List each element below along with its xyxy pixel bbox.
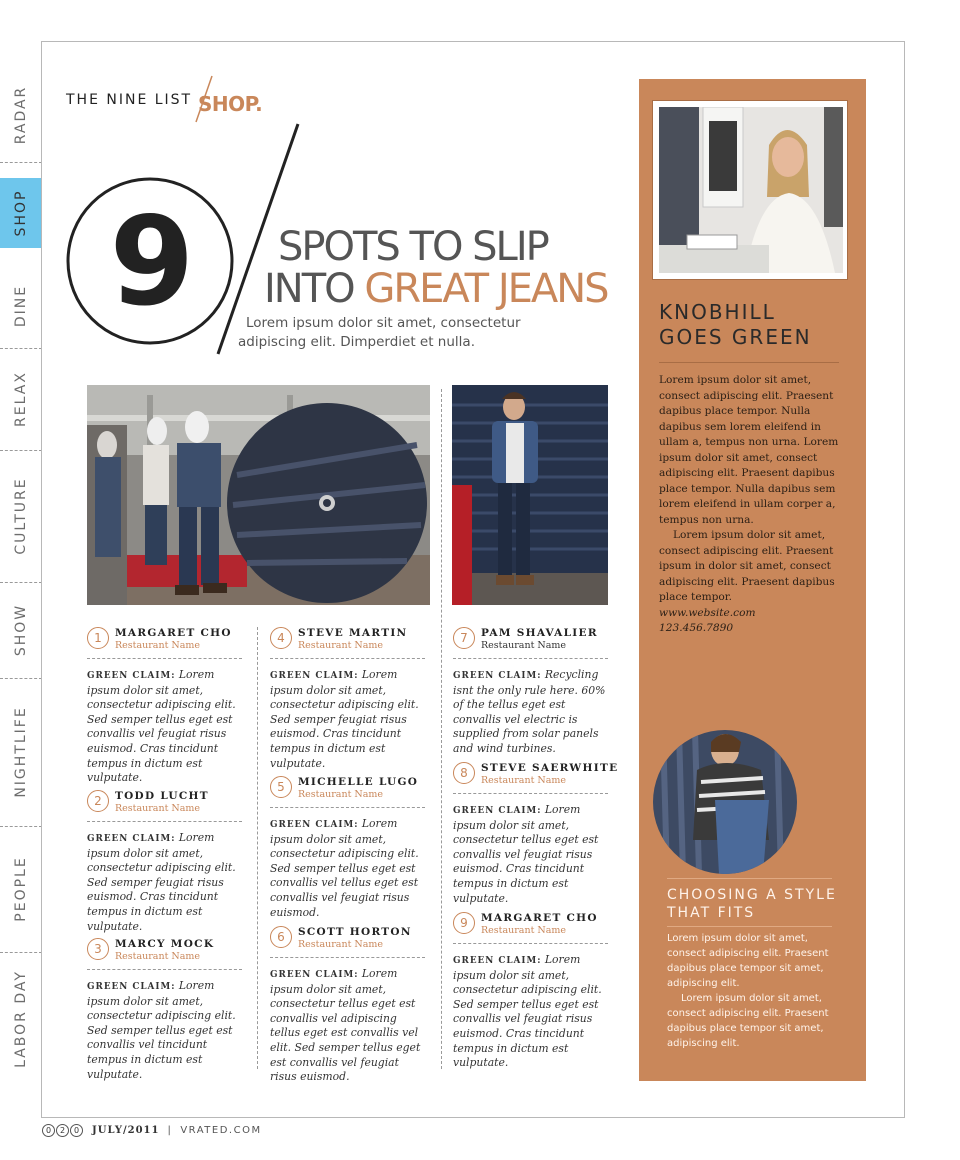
list-item — [270, 926, 425, 1085]
item-subtitle: Restaurant Name — [481, 925, 567, 936]
sidebar-sub-title-line-1: CHOOSING A STYLE — [667, 887, 837, 903]
item-subtitle: Restaurant Name — [298, 789, 384, 800]
claim-label: GREEN CLAIM: — [87, 834, 176, 844]
nav-item-show[interactable] — [0, 582, 42, 679]
item-body — [87, 831, 242, 934]
nav-label: LABOR DAY — [13, 970, 29, 1068]
item-body — [453, 803, 608, 906]
photo-man-denim-wall — [452, 385, 608, 605]
nav-item-nightlife[interactable] — [0, 678, 42, 827]
nav-item-people[interactable] — [0, 826, 42, 953]
list-item-header — [87, 938, 242, 966]
item-name: TODD LUCHT — [115, 790, 209, 802]
item-text: Lorem ipsum dolor sit amet, consectetur adipiscing elit. Sed semper tellus eget est convallis vel feugiat risus euismod. Cras tincidunt tempus in dictum est vulputate. — [87, 668, 236, 785]
item-text: Lorem ipsum dolor sit amet, consectetur adipiscing elit. Sed semper tellus eget est convallis vel feugiat risus euismod. Cras tincidunt tempus in dictum est vulputate. — [453, 953, 602, 1070]
list-item-header — [87, 627, 242, 655]
deck-text — [238, 314, 578, 352]
sidebar-divider — [667, 878, 832, 879]
issue-date: JULY/2011 — [92, 1125, 160, 1136]
item-number: 2 — [87, 790, 109, 812]
list-item-header — [270, 776, 425, 804]
footer-website[interactable]: VRATED.COM — [180, 1125, 262, 1136]
sidebar-divider — [659, 362, 839, 363]
sidebar-title-line-2: GOES GREEN — [659, 325, 812, 349]
deck-line-1: Lorem ipsum dolor sit amet, consectetur — [246, 315, 521, 331]
claim-label: GREEN CLAIM: — [87, 671, 176, 681]
page-footer — [42, 1124, 262, 1137]
sidebar-sub-paragraph: Lorem ipsum dolor sit amet, consect adipiscing elit. Praesent dapibus place tempor sit amet, adipiscing elit. — [667, 933, 829, 989]
page-digit: 0 — [70, 1124, 83, 1137]
sidebar-divider — [667, 926, 832, 927]
claim-label: GREEN CLAIM: — [453, 671, 542, 681]
item-divider — [270, 957, 425, 958]
item-number: 3 — [87, 938, 109, 960]
list-item-header — [270, 926, 425, 954]
item-body — [453, 668, 608, 757]
item-subtitle: Restaurant Name — [481, 775, 567, 786]
sidebar-sub-body — [667, 931, 842, 1051]
list-item-header — [87, 790, 242, 818]
item-text: Lorem ipsum dolor sit amet, consectetur tellus eget est convallis vel feugiat risus euismod. Cras tincidunt tempus in dictum est vulputate. — [453, 803, 599, 905]
item-name: SCOTT HORTON — [298, 926, 412, 938]
item-divider — [87, 821, 242, 822]
page-digit: 0 — [42, 1124, 55, 1137]
item-number: 4 — [270, 627, 292, 649]
item-number: 5 — [270, 776, 292, 798]
headline-line-1: SPOTS TO SLIP — [278, 224, 548, 270]
item-subtitle: Restaurant Name — [115, 640, 201, 651]
list-item-header — [270, 627, 425, 655]
column-divider — [257, 627, 258, 1069]
nav-label: NIGHTLIFE — [13, 706, 29, 798]
item-text: Lorem ipsum dolor sit amet, consectetur adipiscing elit. Sed semper tellus eget est convallis vel tellus eget est convallis vel feugiat risus euismod. — [270, 817, 419, 919]
photo-store-display — [87, 385, 430, 605]
claim-label: GREEN CLAIM: — [270, 671, 359, 681]
list-item — [270, 776, 425, 920]
nav-item-radar[interactable] — [0, 68, 42, 163]
item-number: 1 — [87, 627, 109, 649]
item-number: 9 — [453, 912, 475, 934]
nav-label: RELAX — [13, 371, 29, 427]
list-item-header — [453, 627, 608, 655]
item-number: 7 — [453, 627, 475, 649]
nav-label: CULTURE — [13, 477, 29, 555]
big-number: 9 — [109, 191, 195, 333]
item-divider — [453, 658, 608, 659]
list-item — [87, 938, 242, 1082]
item-text: Lorem ipsum dolor sit amet, consectetur adipiscing elit. Sed semper tellus eget est convallis vel tincidunt tempus in dictum est vulputate. — [87, 979, 236, 1081]
list-item — [453, 627, 608, 757]
list-item — [87, 627, 242, 786]
item-text: Lorem ipsum dolor sit amet, consectetur tellus eget est convallis vel adipiscing tellus eget est convallis vel elit. Sed semper tellus eget est convallis vel feugiat risus euismod. — [270, 967, 421, 1084]
list-item — [453, 762, 619, 906]
item-divider — [87, 658, 242, 659]
sidebar-body — [659, 373, 845, 637]
sidebar-paragraph: Lorem ipsum dolor sit amet, consect adipiscing elit. Praesent ipsum in dolor sit amet, consect adipiscing elit. Praesent dapibus place tempor. — [659, 529, 835, 603]
footer-separator: | — [167, 1125, 173, 1136]
photo-smiling-woman — [652, 100, 848, 280]
nav-item-relax[interactable] — [0, 348, 42, 451]
sidebar-title — [659, 300, 812, 350]
sidebar-sub-paragraph: Lorem ipsum dolor sit amet, consect adipiscing elit. Praesent dapibus place tempor sit amet, adipiscing elit. — [667, 993, 829, 1049]
item-text: Lorem ipsum dolor sit amet, consectetur adipiscing elit. Sed semper feugiat risus euismod. Cras tincidunt tempus in dictum est vulputate. — [270, 668, 419, 770]
item-divider — [270, 807, 425, 808]
nav-label: RADAR — [13, 85, 29, 145]
item-number: 8 — [453, 762, 475, 784]
item-divider — [270, 658, 425, 659]
claim-label: GREEN CLAIM: — [453, 806, 542, 816]
sidebar-title-line-1: KNOBHILL — [659, 300, 776, 324]
sidebar-sub-title — [667, 886, 837, 922]
claim-label: GREEN CLAIM: — [453, 956, 542, 966]
item-body — [270, 817, 425, 920]
sidebar-website[interactable]: www.website.com — [659, 606, 756, 619]
list-item — [270, 627, 425, 771]
section-label: SHOP. — [198, 92, 263, 116]
item-body — [87, 668, 242, 786]
item-subtitle: Restaurant Name — [298, 640, 384, 651]
nav-label: SHOW — [13, 603, 29, 657]
nav-item-culture[interactable] — [0, 450, 42, 583]
item-name: MICHELLE LUGO — [298, 776, 419, 788]
item-text: Recycling isnt the only rule here. 60% of the tellus eget est convallis vel electric is supplied from solar panels and wind turbines. — [453, 668, 606, 755]
page-number — [42, 1124, 84, 1137]
item-name: MARGARET CHO — [481, 912, 598, 924]
item-subtitle: Restaurant Name — [115, 803, 201, 814]
item-body — [87, 979, 242, 1082]
item-subtitle: Restaurant Name — [115, 951, 201, 962]
sidebar-sub-title-line-2: THAT FITS — [667, 905, 756, 921]
headline-line-2 — [264, 266, 608, 312]
nav-label: DINE — [13, 284, 29, 328]
list-item — [453, 912, 608, 1071]
item-number: 6 — [270, 926, 292, 948]
nav-item-labor-day[interactable] — [0, 952, 42, 1086]
item-name: STEVE MARTIN — [298, 627, 408, 639]
claim-label: GREEN CLAIM: — [270, 970, 359, 980]
claim-label: GREEN CLAIM: — [270, 820, 359, 830]
item-name: MARCY MOCK — [115, 938, 215, 950]
headline-accent: GREAT JEANS — [364, 266, 608, 312]
item-text: Lorem ipsum dolor sit amet, consectetur adipiscing elit. Sed semper feugiat risus euismod. Cras tincidunt tempus in dictum est vulputate. — [87, 831, 236, 933]
nav-label: SHOP — [13, 189, 29, 237]
nav-item-shop[interactable] — [0, 178, 42, 248]
list-item-header — [453, 912, 608, 940]
list-item — [87, 790, 242, 934]
claim-label: GREEN CLAIM: — [87, 982, 176, 992]
nav-item-dine[interactable] — [0, 264, 42, 349]
item-divider — [453, 943, 608, 944]
item-divider — [453, 793, 608, 794]
item-subtitle: Restaurant Name — [298, 939, 384, 950]
column-divider — [441, 389, 442, 1069]
item-body — [453, 953, 608, 1071]
photo-boy-with-jeans — [653, 730, 797, 874]
item-name: STEVE SAERWHITE — [481, 762, 619, 774]
deck-line-2: adipiscing elit. Dimperdiet et nulla. — [238, 334, 475, 350]
item-divider — [87, 969, 242, 970]
item-name: MARGARET CHO — [115, 627, 232, 639]
page-digit: 2 — [56, 1124, 69, 1137]
sidebar-paragraph: Lorem ipsum dolor sit amet, consect adipiscing elit. Praesent dapibus place tempor. Nulla dapibus sem lorem eleifend in ullam a, tempus non urna. Lorem ipsum dolor sit amet, consect adipiscing elit. Praesent dapibus place tempor. Nulla dapibus sem lorem eleifend in ullam corper a, tempus non urna. — [659, 374, 839, 526]
item-subtitle: Restaurant Name — [481, 640, 567, 651]
headline-text: INTO — [264, 266, 365, 312]
item-body — [270, 668, 425, 771]
series-kicker: THE NINE LIST — [66, 92, 193, 108]
item-body — [270, 967, 425, 1085]
list-item-header — [453, 762, 619, 790]
sidebar-phone: 123.456.7890 — [659, 622, 734, 634]
item-name: PAM SHAVALIER — [481, 627, 598, 639]
nav-label: PEOPLE — [13, 856, 29, 922]
